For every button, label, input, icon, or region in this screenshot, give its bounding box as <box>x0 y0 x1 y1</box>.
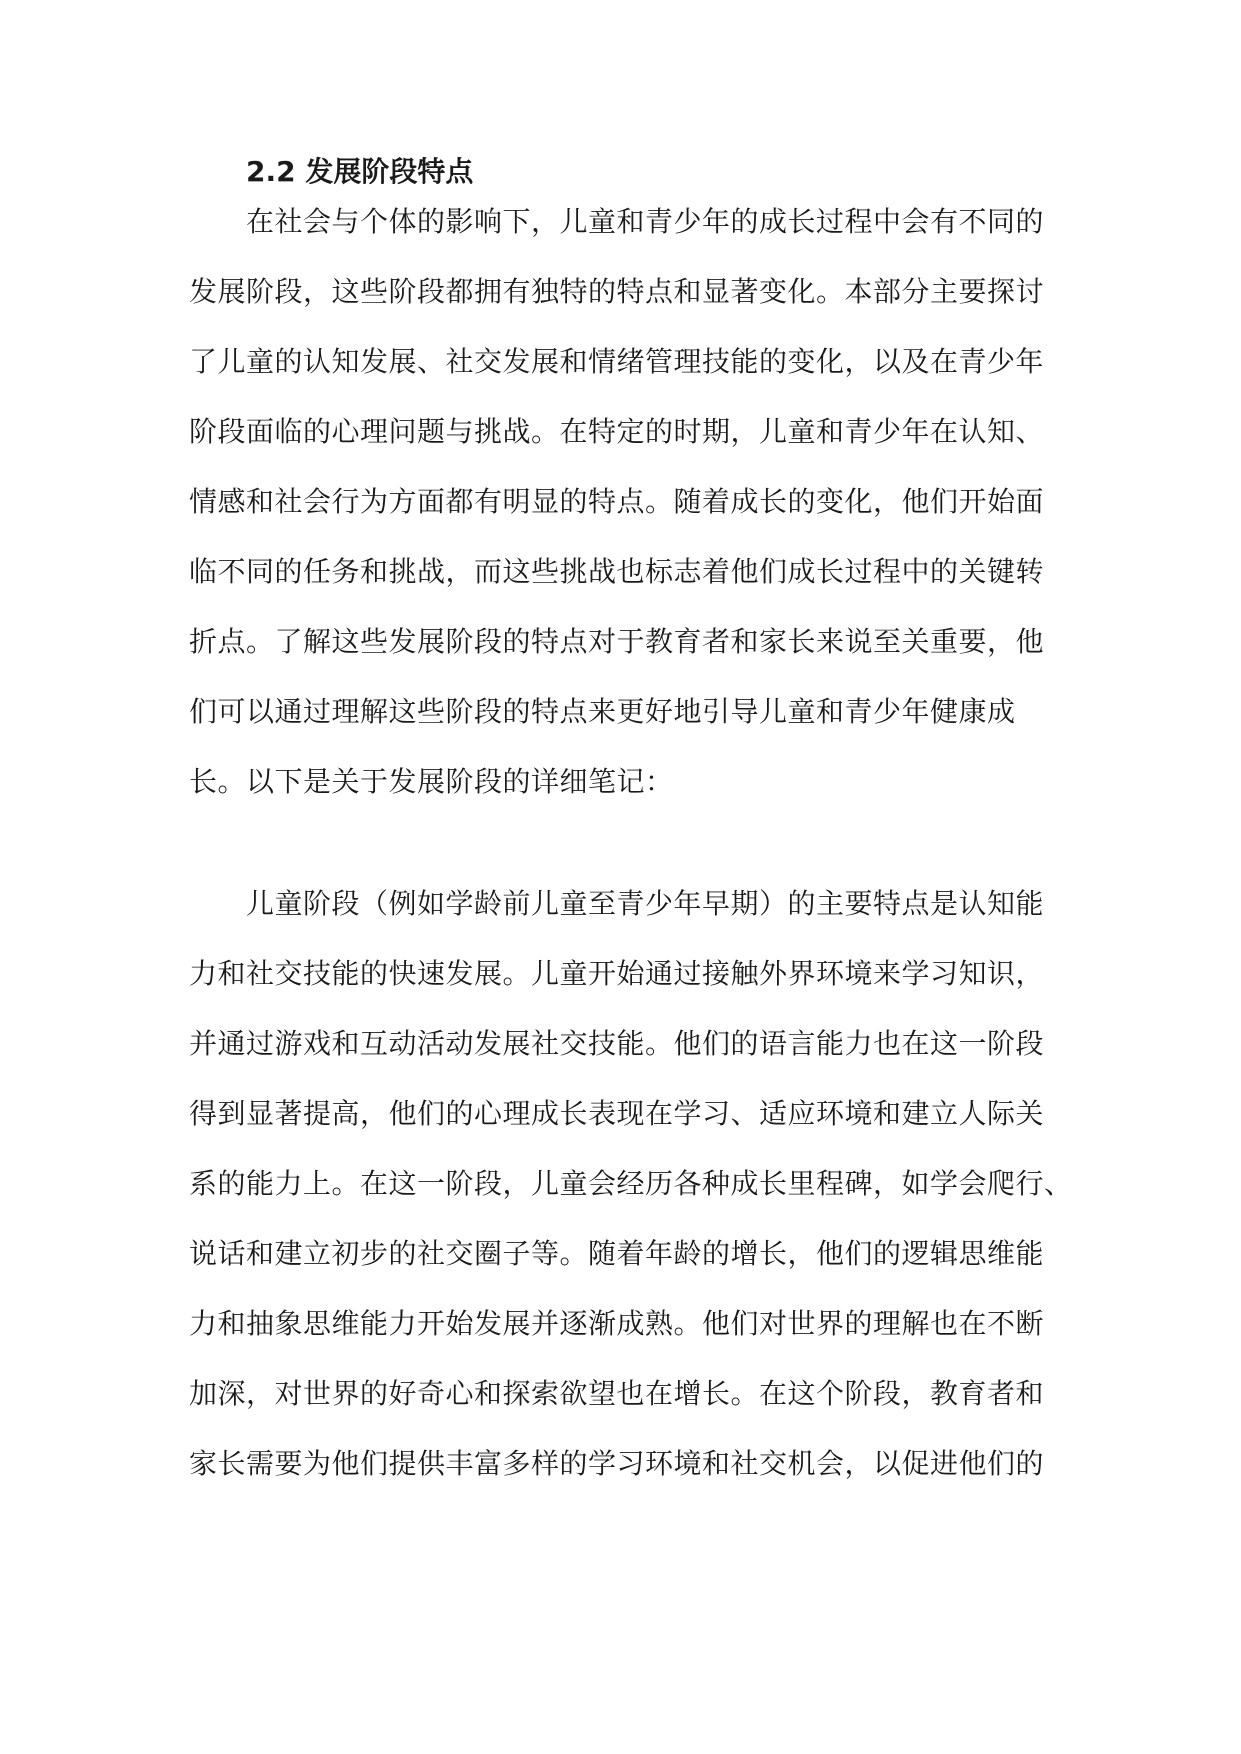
paragraph-2-line: 说话和建立初步的社交圈子等。随着年龄的增长，他们的逻辑思维能 <box>189 1237 1045 1270</box>
paragraph-2-line: 家长需要为他们提供丰富多样的学习环境和社交机会，以促进他们的 <box>189 1447 1045 1480</box>
section-heading: 2.2 发展阶段特点 <box>246 155 474 188</box>
paragraph-1-line: 了儿童的认知发展、社交发展和情绪管理技能的变化，以及在青少年 <box>189 345 1045 378</box>
paragraph-2-line: 力和抽象思维能力开始发展并逐渐成熟。他们对世界的理解也在不断 <box>189 1307 1045 1340</box>
paragraph-1-line: 折点。了解这些发展阶段的特点对于教育者和家长来说至关重要，他 <box>189 625 1045 658</box>
paragraph-1-line: 发展阶段，这些阶段都拥有独特的特点和显著变化。本部分主要探讨 <box>189 275 1045 308</box>
paragraph-1-line: 情感和社会行为方面都有明显的特点。随着成长的变化，他们开始面 <box>189 485 1045 518</box>
paragraph-1-line: 阶段面临的心理问题与挑战。在特定的时期，儿童和青少年在认知、 <box>189 415 1045 448</box>
paragraph-1-line: 在社会与个体的影响下，儿童和青少年的成长过程中会有不同的 <box>246 205 1045 238</box>
paragraph-2-line: 得到显著提高，他们的心理成长表现在学习、适应环境和建立人际关 <box>189 1097 1045 1130</box>
paragraph-1-line: 临不同的任务和挑战，而这些挑战也标志着他们成长过程中的关键转 <box>189 555 1045 588</box>
paragraph-1-line: 长。以下是关于发展阶段的详细笔记： <box>189 765 674 798</box>
paragraph-2-line: 加深，对世界的好奇心和探索欲望也在增长。在这个阶段，教育者和 <box>189 1377 1045 1410</box>
paragraph-2-line: 系的能力上。在这一阶段，儿童会经历各种成长里程碑，如学会爬行、 <box>189 1167 1073 1200</box>
paragraph-2-line: 并通过游戏和互动活动发展社交技能。他们的语言能力也在这一阶段 <box>189 1027 1045 1060</box>
paragraph-2-line: 力和社交技能的快速发展。儿童开始通过接触外界环境来学习知识， <box>189 957 1045 990</box>
paragraph-1-line: 们可以通过理解这些阶段的特点来更好地引导儿童和青少年健康成 <box>189 695 1016 728</box>
paragraph-2-line: 儿童阶段（例如学龄前儿童至青少年早期）的主要特点是认知能 <box>246 887 1045 920</box>
